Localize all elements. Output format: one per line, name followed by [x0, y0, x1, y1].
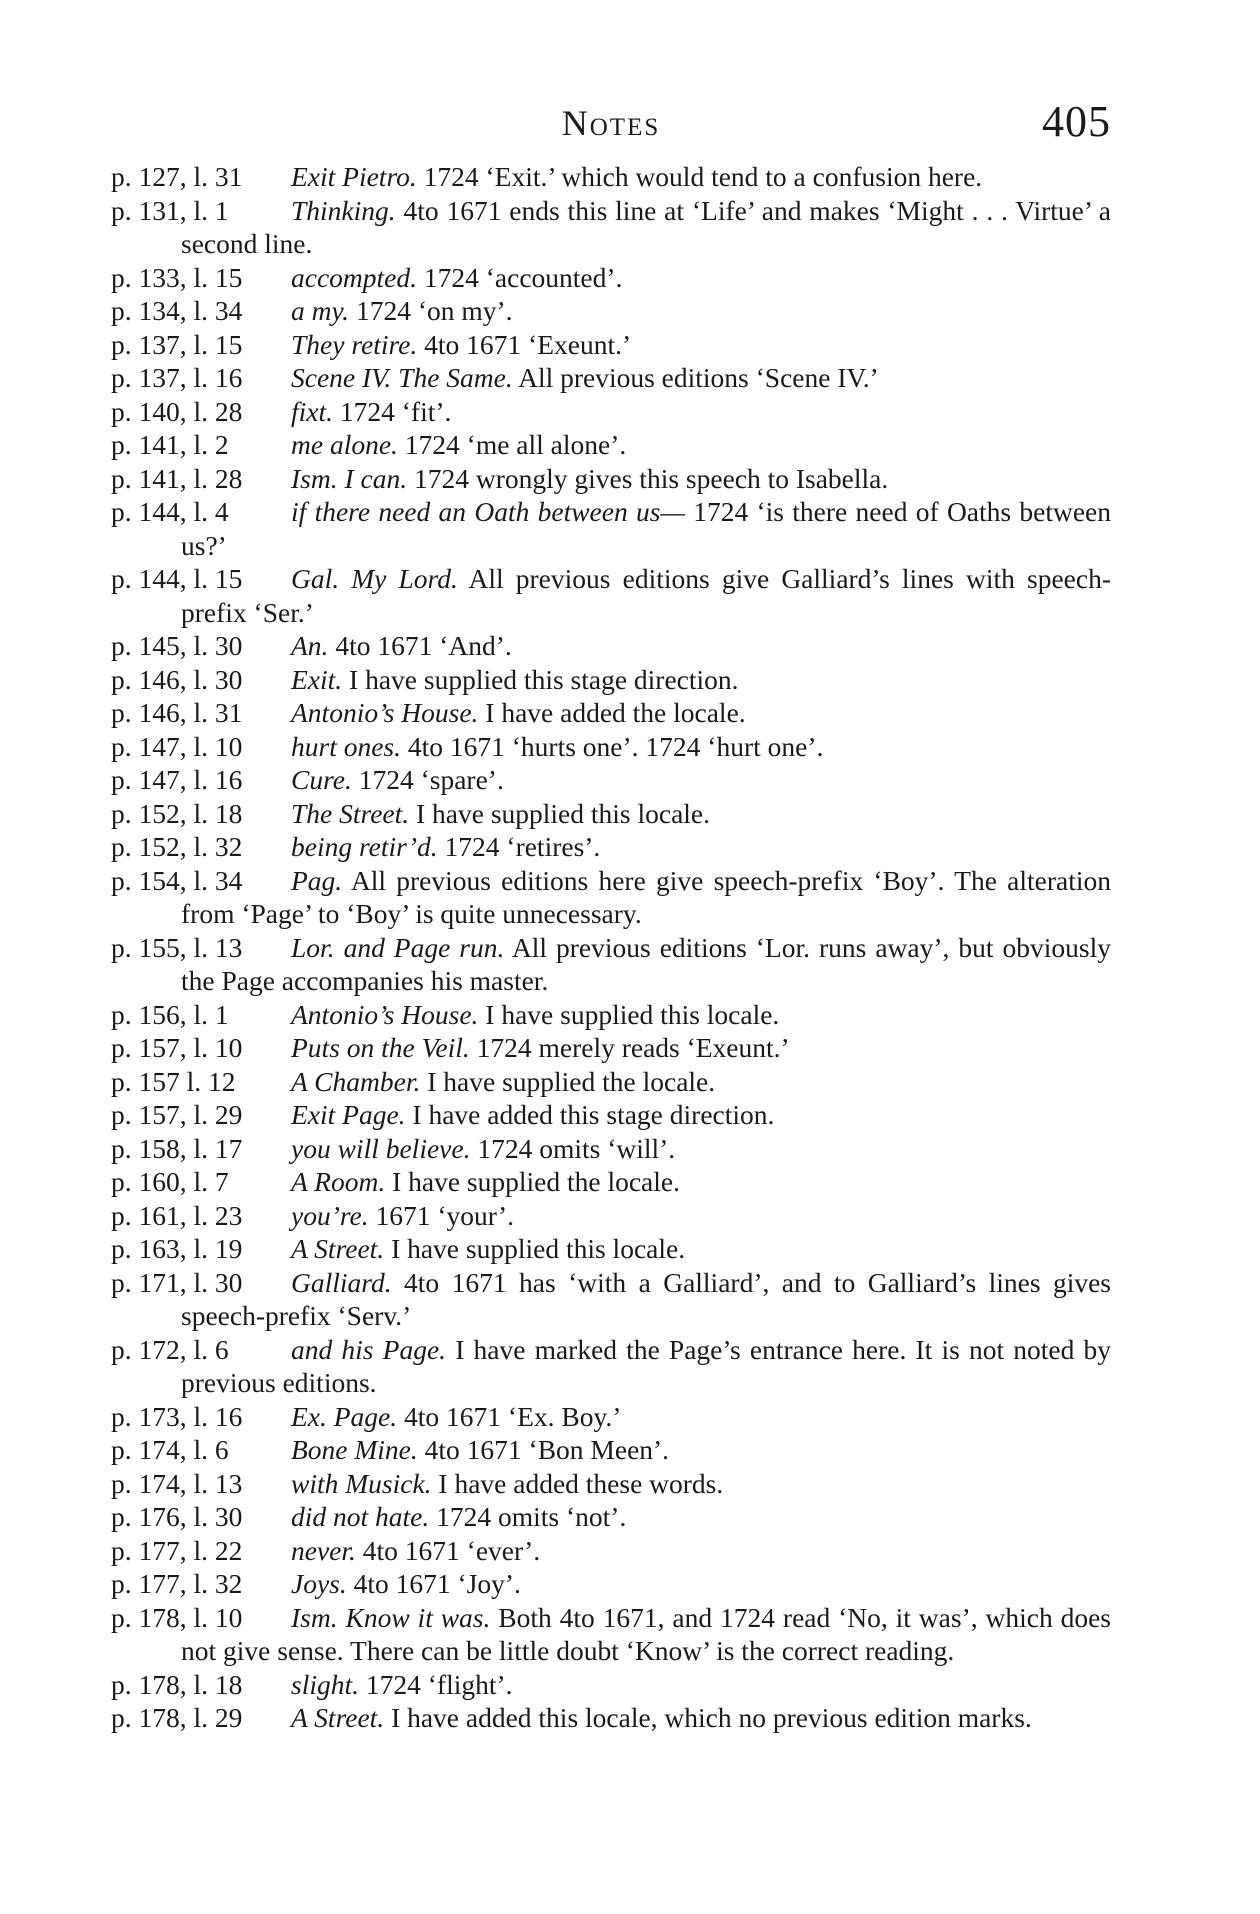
- note-lemma: Exit Pietro.: [291, 161, 417, 192]
- note-comment: 1724 ‘retires’.: [444, 831, 601, 862]
- note-reference: p. 127, l. 31: [111, 161, 243, 192]
- note-entry: [111, 1098, 1111, 1132]
- note-comment: 1724 ‘on my’.: [355, 295, 513, 326]
- note-lemma: Antonio’s House.: [291, 998, 479, 1030]
- note-entry: [111, 763, 1111, 797]
- note-comment: All previous editions ‘Scene IV.’: [518, 362, 879, 393]
- note-entry: [111, 1333, 1111, 1400]
- note-comment: I have supplied this locale.: [485, 998, 780, 1030]
- note-lemma: you will believe.: [291, 1132, 471, 1164]
- note-lemma: being retir’d.: [291, 831, 438, 862]
- note-lemma: slight.: [291, 1668, 359, 1700]
- note-reference: p. 147, l. 10: [111, 730, 243, 762]
- note-reference: p. 171, l. 30: [111, 1266, 243, 1298]
- note-comment: 1724 ‘is there need of Oaths between us?’: [181, 496, 1112, 561]
- note-comment: I have supplied the locale.: [427, 1065, 716, 1097]
- note-lemma: Joys.: [291, 1568, 347, 1599]
- note-entry: [111, 495, 1111, 562]
- note-reference: p. 141, l. 28: [111, 462, 243, 494]
- note-entry: [111, 1433, 1111, 1467]
- note-lemma: with Musick.: [291, 1467, 432, 1499]
- note-reference: p. 178, l. 18: [111, 1668, 243, 1700]
- note-lemma: a my.: [291, 295, 350, 326]
- note-reference: p. 157, l. 10: [111, 1032, 243, 1063]
- note-lemma: Gal. My Lord.: [291, 563, 458, 594]
- note-lemma: you’re.: [291, 1199, 369, 1231]
- note-entry: [111, 562, 1111, 629]
- note-comment: Both 4to 1671, and 1724 read ‘No, it was’, which does not give sense. There can be little doubt ‘Know’ is the correct reading.: [181, 1601, 1111, 1666]
- note-reference: p. 154, l. 34: [111, 864, 243, 896]
- note-reference: p. 146, l. 31: [111, 697, 243, 728]
- note-lemma: me alone.: [291, 429, 398, 460]
- note-comment: All previous editions here give speech-prefix ‘Boy’. The alteration from ‘Page’ to ‘Boy’ is quite unnecessary.: [181, 864, 1111, 929]
- note-entry: [111, 1065, 1111, 1099]
- note-lemma: They retire.: [291, 328, 418, 360]
- note-reference: p. 131, l. 1: [111, 194, 229, 226]
- note-lemma: Exit.: [291, 663, 343, 695]
- note-entry: [111, 294, 1111, 328]
- note-reference: p. 157, l. 29: [111, 1099, 243, 1130]
- note-reference: p. 161, l. 23: [111, 1199, 243, 1231]
- note-reference: p. 152, l. 32: [111, 831, 243, 862]
- note-lemma: accompted.: [291, 261, 417, 293]
- note-entry: [111, 462, 1111, 496]
- note-entry: [111, 1199, 1111, 1233]
- note-entry: [111, 1567, 1111, 1601]
- page-number: 405: [1042, 97, 1111, 146]
- notes-list: [111, 160, 1111, 1735]
- note-comment: 1724 ‘fit’.: [339, 395, 452, 427]
- note-comment: I have added these words.: [438, 1467, 724, 1499]
- book-page: [111, 96, 1111, 1735]
- note-reference: p. 156, l. 1: [111, 998, 229, 1030]
- note-reference: p. 146, l. 30: [111, 663, 243, 695]
- note-comment: I have marked the Page’s entrance here. It is not noted by previous editions.: [181, 1333, 1111, 1398]
- note-lemma: if there need an Oath between us—: [291, 496, 685, 527]
- note-lemma: fixt.: [291, 395, 334, 427]
- note-reference: p. 155, l. 13: [111, 931, 243, 963]
- note-comment: 4to 1671 ‘hurts one’. 1724 ‘hurt one’.: [407, 730, 824, 762]
- note-comment: I have supplied the locale.: [392, 1166, 680, 1197]
- note-reference: p. 144, l. 4: [111, 496, 229, 527]
- note-entry: [111, 328, 1111, 362]
- note-reference: p. 157 l. 12: [111, 1065, 236, 1097]
- note-entry: [111, 864, 1111, 931]
- note-lemma: Puts on the Veil.: [291, 1032, 470, 1063]
- note-entry: [111, 1232, 1111, 1266]
- note-lemma: Bone Mine.: [291, 1434, 418, 1465]
- note-entry: [111, 797, 1111, 831]
- note-comment: I have added the locale.: [485, 697, 746, 728]
- note-comment: 4to 1671 ‘ever’.: [362, 1534, 541, 1566]
- note-comment: 4to 1671 ‘Bon Meen’.: [424, 1434, 670, 1465]
- note-reference: p. 178, l. 29: [111, 1702, 243, 1733]
- note-lemma: Pag.: [291, 864, 343, 896]
- note-comment: 4to 1671 ‘Joy’.: [353, 1568, 521, 1599]
- note-entry: [111, 1534, 1111, 1568]
- note-reference: p. 140, l. 28: [111, 395, 243, 427]
- note-reference: p. 137, l. 16: [111, 362, 243, 393]
- note-entry: [111, 428, 1111, 462]
- note-lemma: The Street.: [291, 797, 410, 829]
- note-lemma: and his Page.: [291, 1333, 447, 1365]
- note-entry: [111, 830, 1111, 864]
- note-reference: p. 174, l. 13: [111, 1467, 243, 1499]
- note-entry: [111, 1031, 1111, 1065]
- note-entry: [111, 998, 1111, 1032]
- note-lemma: Exit Page.: [291, 1099, 406, 1130]
- note-lemma: Ism. I can.: [291, 462, 408, 494]
- note-entry: [111, 1500, 1111, 1534]
- note-lemma: never.: [291, 1534, 356, 1566]
- note-reference: p. 177, l. 32: [111, 1568, 243, 1599]
- note-comment: I have supplied this locale.: [391, 1233, 686, 1264]
- note-comment: All previous editions ‘Lor. runs away’, but obviously the Page accompanies his master.: [181, 931, 1112, 996]
- note-entry: [111, 1601, 1111, 1668]
- note-entry: [111, 395, 1111, 429]
- note-comment: 1724 omits ‘not’.: [436, 1501, 627, 1532]
- note-entry: [111, 1400, 1111, 1434]
- note-reference: p. 141, l. 2: [111, 429, 229, 460]
- note-reference: p. 176, l. 30: [111, 1501, 243, 1532]
- note-entry: [111, 261, 1111, 295]
- note-entry: [111, 1266, 1111, 1333]
- note-lemma: Ism. Know it was.: [291, 1601, 491, 1633]
- note-comment: 1724 ‘Exit.’ which would tend to a confusion here.: [423, 161, 983, 192]
- note-reference: p. 152, l. 18: [111, 797, 243, 829]
- note-entry: [111, 696, 1111, 730]
- note-reference: p. 173, l. 16: [111, 1400, 243, 1432]
- note-comment: I have added this locale, which no previous edition marks.: [391, 1702, 1032, 1733]
- note-entry: [111, 663, 1111, 697]
- note-reference: p. 158, l. 17: [111, 1132, 243, 1164]
- note-entry: [111, 1701, 1111, 1735]
- note-lemma: Thinking.: [291, 194, 396, 226]
- note-lemma: hurt ones.: [291, 730, 401, 762]
- note-entry: [111, 194, 1111, 261]
- note-reference: p. 172, l. 6: [111, 1333, 229, 1365]
- note-comment: 1724 omits ‘will’.: [477, 1132, 676, 1164]
- note-lemma: did not hate.: [291, 1501, 430, 1532]
- note-comment: I have supplied this stage direction.: [349, 663, 739, 695]
- note-lemma: A Room.: [291, 1166, 386, 1197]
- note-lemma: A Street.: [291, 1702, 385, 1733]
- note-comment: 1724 wrongly gives this speech to Isabella.: [413, 462, 889, 494]
- note-comment: 1724 ‘flight’.: [365, 1668, 513, 1700]
- note-comment: 1724 ‘accounted’.: [423, 261, 623, 293]
- note-entry: [111, 730, 1111, 764]
- note-reference: p. 133, l. 15: [111, 261, 243, 293]
- note-comment: 1671 ‘your’.: [375, 1199, 515, 1231]
- note-entry: [111, 160, 1111, 194]
- note-comment: I have added this stage direction.: [412, 1099, 775, 1130]
- note-reference: p. 144, l. 15: [111, 563, 243, 594]
- note-lemma: A Street.: [291, 1233, 385, 1264]
- running-title: Notes: [561, 103, 661, 143]
- note-lemma: Antonio’s House.: [291, 697, 479, 728]
- note-entry: [111, 1165, 1111, 1199]
- note-entry: [111, 361, 1111, 395]
- note-reference: p. 177, l. 22: [111, 1534, 243, 1566]
- note-comment: 4to 1671 has ‘with a Galliard’, and to Galliard’s lines gives speech-prefix ‘Serv.’: [181, 1266, 1112, 1331]
- note-reference: p. 163, l. 19: [111, 1233, 243, 1264]
- note-entry: [111, 1132, 1111, 1166]
- note-reference: p. 174, l. 6: [111, 1434, 229, 1465]
- note-reference: p. 134, l. 34: [111, 295, 243, 326]
- note-comment: 1724 ‘spare’.: [358, 764, 504, 795]
- note-reference: p. 147, l. 16: [111, 764, 243, 795]
- note-lemma: Ex. Page.: [291, 1400, 398, 1432]
- note-comment: 4to 1671 ends this line at ‘Life’ and makes ‘Might . . . Virtue’ a second line.: [181, 194, 1112, 259]
- note-entry: [111, 1467, 1111, 1501]
- note-entry: [111, 1668, 1111, 1702]
- note-comment: 4to 1671 ‘And’.: [335, 630, 512, 661]
- note-lemma: Lor. and Page run.: [291, 931, 505, 963]
- note-reference: p. 145, l. 30: [111, 630, 243, 661]
- note-reference: p. 178, l. 10: [111, 1601, 243, 1633]
- page-header: [111, 96, 1111, 160]
- note-comment: 1724 merely reads ‘Exeunt.’: [476, 1032, 790, 1063]
- note-reference: p. 137, l. 15: [111, 328, 243, 360]
- note-comment: 4to 1671 ‘Exeunt.’: [424, 328, 632, 360]
- note-comment: 1724 ‘me all alone’.: [404, 429, 627, 460]
- note-entry: [111, 931, 1111, 998]
- note-comment: I have supplied this locale.: [416, 797, 711, 829]
- note-comment: All previous editions give Galliard’s lines with speech-prefix ‘Ser.’: [181, 563, 1111, 628]
- note-lemma: An.: [291, 630, 329, 661]
- note-comment: 4to 1671 ‘Ex. Boy.’: [404, 1400, 622, 1432]
- note-reference: p. 160, l. 7: [111, 1166, 229, 1197]
- note-lemma: Galliard.: [291, 1266, 392, 1298]
- note-entry: [111, 629, 1111, 663]
- note-lemma: Scene IV. The Same.: [291, 362, 513, 393]
- note-lemma: A Chamber.: [291, 1065, 421, 1097]
- note-lemma: Cure.: [291, 764, 352, 795]
